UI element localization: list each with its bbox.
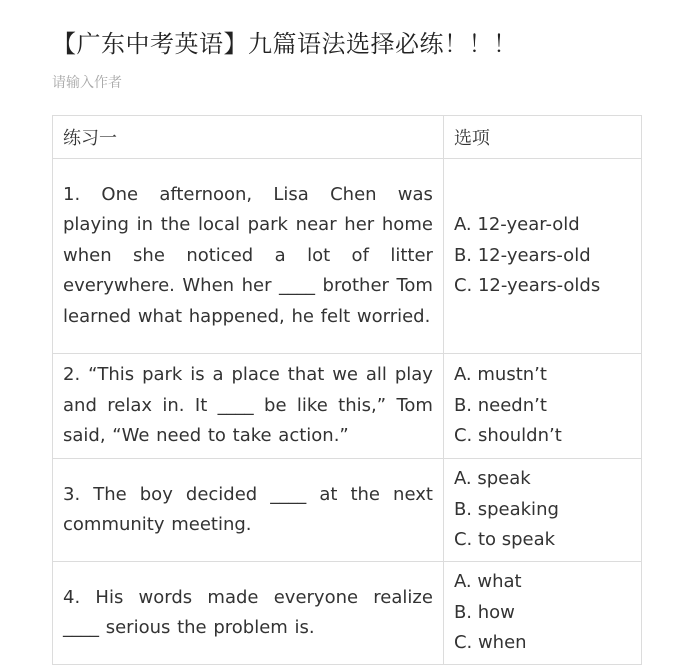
option-c: C. when xyxy=(453,632,527,654)
option-c: C. 12-years-olds xyxy=(453,275,601,297)
article-title: 【广东中考英语】九篇语法选择必练！！！ xyxy=(52,30,518,58)
option-a: A. what xyxy=(453,571,522,593)
question-text: 3. The boy decided ____ at the next community meeting. xyxy=(63,483,433,535)
question-text: 2. “This park is a place that we all play and relax in. It ____ be like this,” Tom said, “We need to take action.” xyxy=(63,364,433,447)
table-row xyxy=(53,354,642,459)
option-a: A. mustn’t xyxy=(453,364,547,386)
exercise-table xyxy=(52,115,642,665)
question-cell xyxy=(53,354,444,459)
question-cell xyxy=(53,459,444,562)
option-b: B. speaking xyxy=(453,498,559,520)
author-field[interactable]: 请输入作者 xyxy=(52,75,122,91)
option-b: B. how xyxy=(453,601,515,623)
question-cell xyxy=(53,562,444,665)
question-text: 1. One afternoon, Lisa Chen was playing in the local park near her home when she noticed a lot of litter everywhere. When her ____ brother Tom learned what happened, he felt worried. xyxy=(63,183,433,327)
option-b: B. 12-years-old xyxy=(453,244,591,266)
question-cell xyxy=(53,159,444,354)
option-a: A. speak xyxy=(453,468,531,490)
options-cell xyxy=(443,159,641,354)
options-cell xyxy=(443,459,641,562)
header-options: 选项 xyxy=(443,116,641,159)
table-header-row xyxy=(53,116,642,159)
table-row xyxy=(53,562,642,665)
table-row xyxy=(53,159,642,354)
options-cell xyxy=(443,354,641,459)
options-cell xyxy=(443,562,641,665)
option-c: C. shouldn’t xyxy=(453,425,562,447)
article-page xyxy=(52,0,642,654)
table-row xyxy=(53,459,642,562)
option-b: B. needn’t xyxy=(453,394,547,416)
question-text: 4. His words made everyone realize ____ serious the problem is. xyxy=(63,586,433,638)
option-a: A. 12-year-old xyxy=(453,214,580,236)
option-c: C. to speak xyxy=(453,529,556,551)
header-exercise: 练习一 xyxy=(53,116,444,159)
